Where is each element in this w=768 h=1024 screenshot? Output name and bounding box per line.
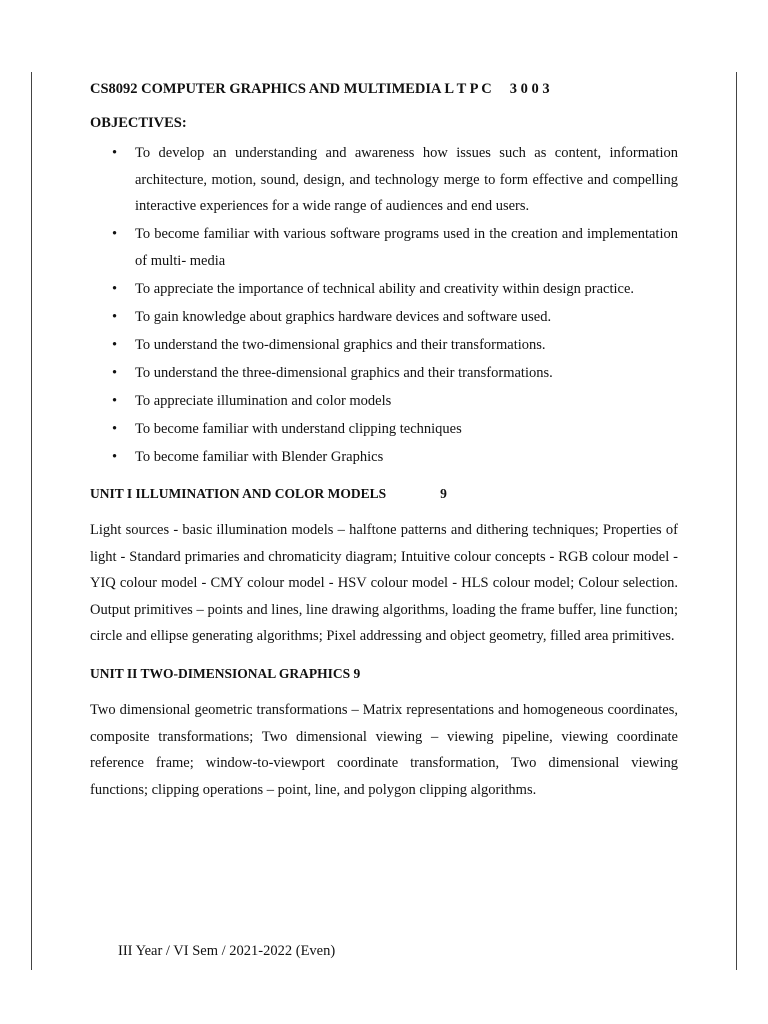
unit1-body: Light sources - basic illumination models – halftone patterns and dithering techniques; Properties of light - Standard primaries and chromaticity diagram; Intuitive colour concepts - RGB colour model - YIQ colour model - CMY colour model - HSV colour model - HLS colour model; Colour selection. Output primitives – points and lines, line drawing algorithms, loading the frame buffer, line function; circle and ellipse generating algorithms; Pixel addressing and object geometry, filled area primitives. bbox=[90, 522, 678, 645]
bullet-icon: • bbox=[112, 145, 118, 161]
course-credits: 3 0 0 3 bbox=[509, 81, 550, 97]
left-margin-rule bbox=[31, 72, 32, 970]
objective-text: To understand the two-dimensional graphics and their transformations. bbox=[135, 336, 546, 353]
list-item bbox=[90, 140, 678, 220]
bullet-icon: • bbox=[112, 364, 118, 381]
unit1-hours: 9 bbox=[440, 486, 447, 501]
list-item bbox=[90, 332, 678, 359]
objectives-list bbox=[90, 140, 678, 470]
list-item bbox=[90, 388, 678, 415]
objective-text: To become familiar with understand clipping techniques bbox=[135, 420, 462, 437]
objective-text: To become familiar with various software programs used in the creation and implementation of multi- media bbox=[135, 226, 678, 269]
course-title bbox=[90, 76, 678, 102]
page-footer: III Year / VI Sem / 2021-2022 (Even) bbox=[118, 943, 336, 959]
list-item bbox=[90, 360, 678, 387]
bullet-icon: • bbox=[112, 336, 118, 353]
bullet-icon: • bbox=[112, 280, 118, 297]
list-item bbox=[90, 276, 678, 303]
unit2-heading: UNIT II TWO-DIMENSIONAL GRAPHICS 9 bbox=[90, 665, 361, 681]
list-item bbox=[90, 221, 678, 274]
objective-text: To appreciate illumination and color models bbox=[135, 392, 392, 409]
unit1-heading bbox=[90, 481, 678, 507]
bullet-icon: • bbox=[112, 226, 118, 242]
objective-text: To understand the three-dimensional graphics and their transformations. bbox=[135, 364, 553, 381]
objective-text: To appreciate the importance of technical ability and creativity within design practice. bbox=[135, 280, 635, 297]
list-item bbox=[90, 304, 678, 331]
objective-text: To gain knowledge about graphics hardware devices and software used. bbox=[135, 308, 552, 325]
right-margin-rule bbox=[736, 72, 737, 970]
objective-text: To become familiar with Blender Graphics bbox=[135, 448, 384, 465]
unit1-heading-text: UNIT I ILLUMINATION AND COLOR MODELS bbox=[90, 486, 387, 501]
bullet-icon: • bbox=[112, 420, 118, 437]
objectives-heading: OBJECTIVES: bbox=[90, 115, 187, 131]
list-item bbox=[90, 444, 678, 471]
bullet-icon: • bbox=[112, 308, 118, 325]
list-item bbox=[90, 416, 678, 443]
page-content bbox=[90, 76, 678, 803]
objective-text: To develop an understanding and awareness how issues such as content, information architecture, motion, sound, design, and technology merge to form effective and compelling interactive experiences for a wide range of audiences and end users. bbox=[135, 145, 678, 214]
course-title-text: CS8092 COMPUTER GRAPHICS AND MULTIMEDIA L T P C bbox=[90, 81, 492, 97]
bullet-icon: • bbox=[112, 448, 118, 465]
bullet-icon: • bbox=[112, 392, 118, 409]
unit2-body: Two dimensional geometric transformations – Matrix representations and homogeneous coordinates, composite transformations; Two dimensional viewing – viewing pipeline, viewing coordinate reference frame; window-to-viewport coordinate transformation, Two dimensional viewing functions; clipping operations – point, line, and polygon clipping algorithms. bbox=[90, 701, 678, 798]
